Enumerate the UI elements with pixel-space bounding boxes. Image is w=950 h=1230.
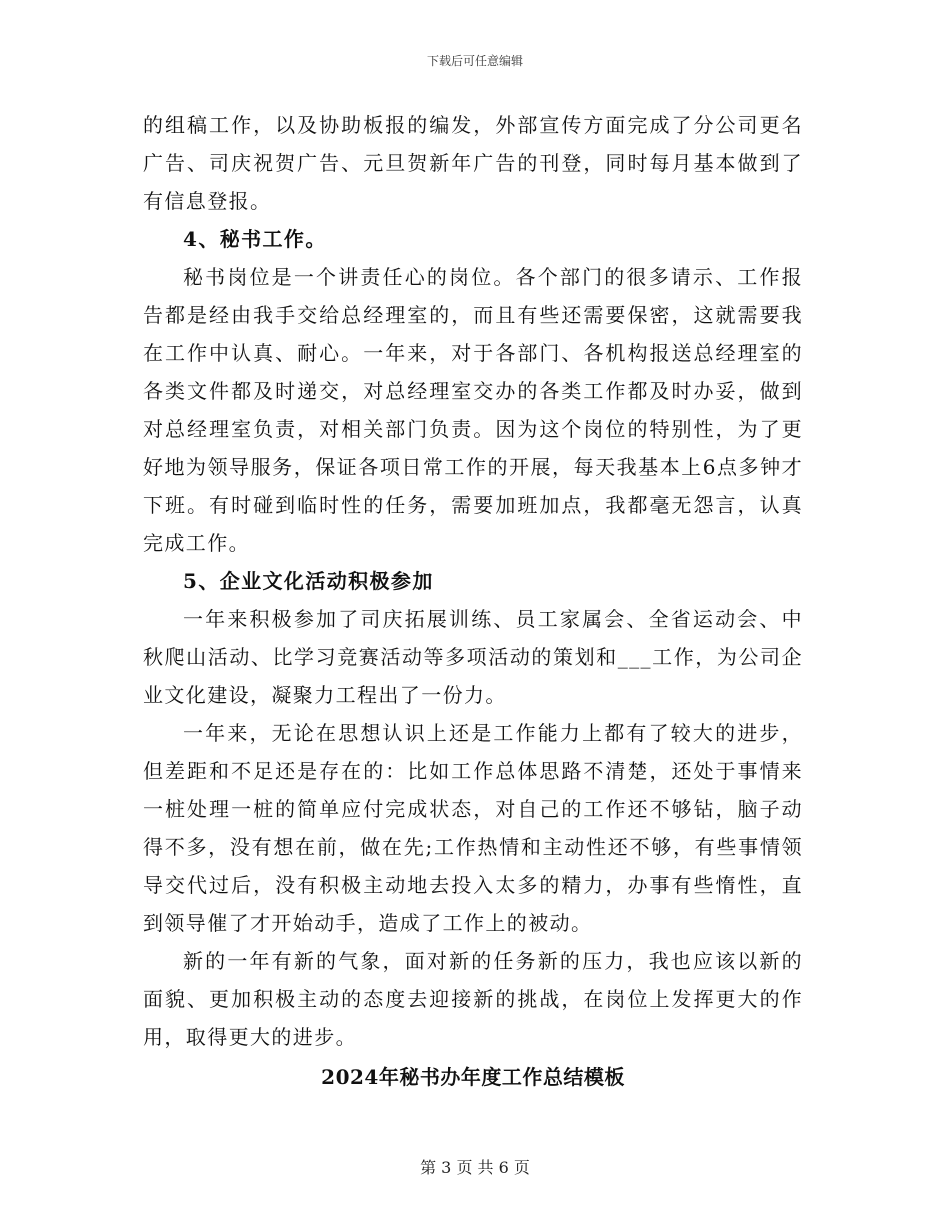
paragraph-self-assessment: 一年来，无论在思想认识上还是工作能力上都有了较大的进步，但差距和不足还是存在的：比如工作总体思路不清楚，还处于事情来一桩处理一桩的简单应付完成状态，对自己的工作还不够钻，脑子动得不多，没有想在前，做在先;工作热情和主动性还不够，有些事情领导交代过后，没有积极主动地去投入太多的精力，办事有些惰性，直到领导催了才开始动手，造成了工作上的被动。 — [143, 721, 803, 935]
section-heading-secretary-work: 4、秘书工作。 — [183, 227, 327, 251]
document-title: 2024年秘书办年度工作总结模板 — [321, 1065, 625, 1089]
document-body — [143, 106, 803, 1096]
paragraph-corporate-culture: 一年来积极参加了司庆拓展训练、员工家属会、全省运动会、中秋爬山活动、比学习竞赛活动等多项活动的策划和___工作，为公司企业文化建设，凝聚力工程出了一份力。 — [143, 607, 803, 707]
section-heading-corporate-culture: 5、企业文化活动积极参加 — [183, 569, 434, 593]
paragraph-secretary-work: 秘书岗位是一个讲责任心的岗位。各个部门的很多请示、工作报告都是经由我手交给总经理室的，而且有些还需要保密，这就需要我在工作中认真、耐心。一年来，对于各部门、各机构报送总经理室的各类文件都及时递交，对总经理室交办的各类工作都及时办妥，做到对总经理室负责，对相关部门负责。因为这个岗位的特别性，为了更好地为领导服务，保证各项日常工作的开展，每天我基本上6点多钟才下班。有时碰到临时性的任务，需要加班加点，我都毫无怨言，认真完成工作。 — [143, 265, 803, 555]
page-number-footer: 第 3 页 共 6 页 — [420, 1158, 530, 1177]
paragraph-continued: 的组稿工作，以及协助板报的编发，外部宣传方面完成了分公司更名广告、司庆祝贺广告、元旦贺新年广告的刊登，同时每月基本做到了有信息登报。 — [143, 113, 803, 213]
page-header-note: 下载后可任意编辑 — [426, 54, 523, 68]
paragraph-new-year-outlook: 新的一年有新的气象，面对新的任务新的压力，我也应该以新的面貌、更加积极主动的态度去迎接新的挑战，在岗位上发挥更大的作用，取得更大的进步。 — [143, 949, 803, 1049]
